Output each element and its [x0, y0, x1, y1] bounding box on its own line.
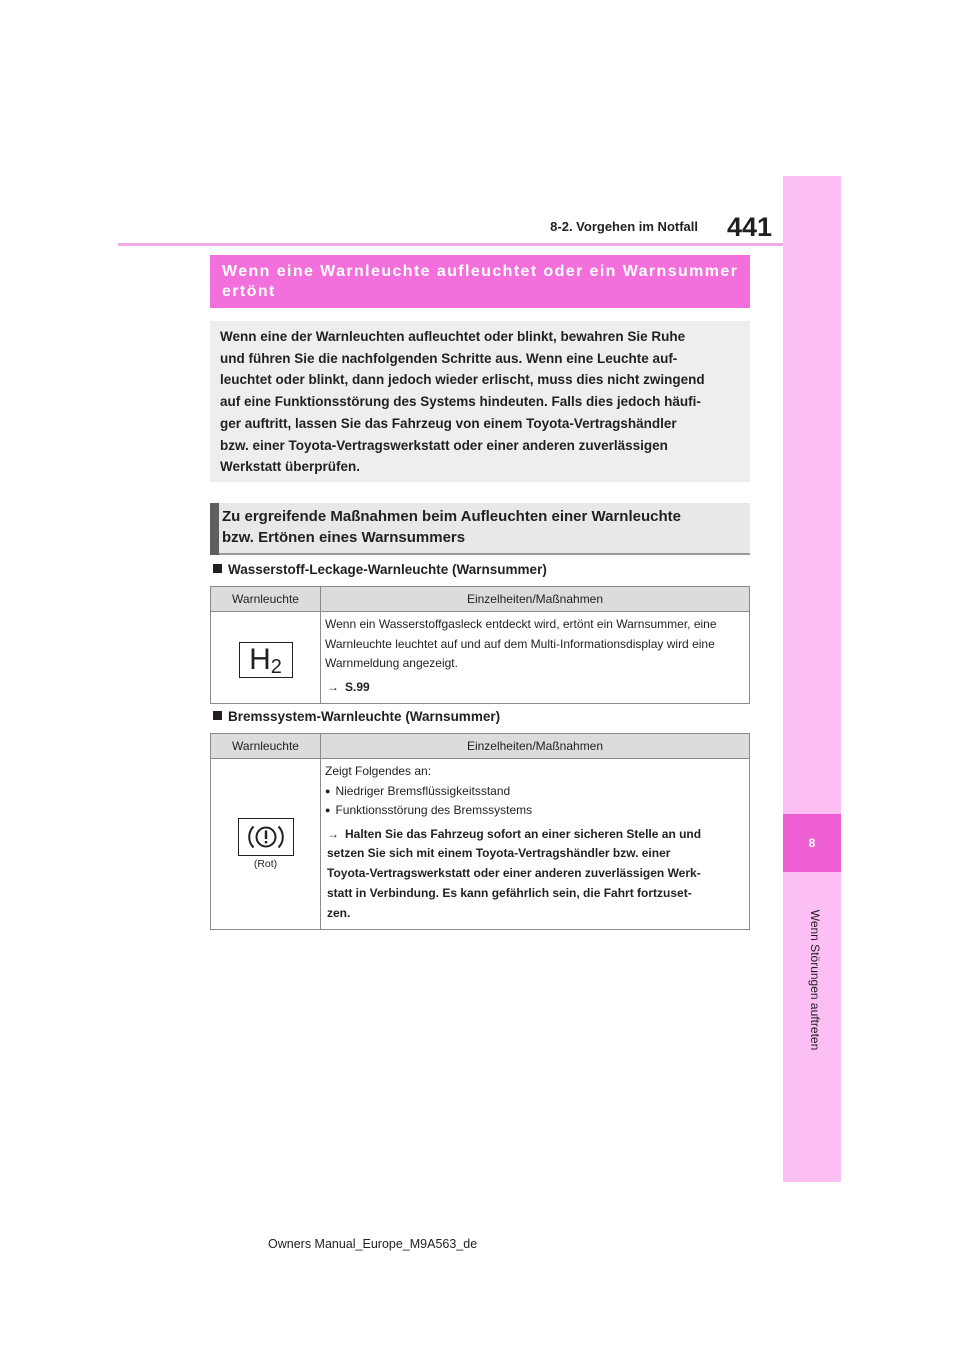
section-reference: 8-2. Vorgehen im Notfall [550, 219, 698, 234]
action-text [325, 825, 745, 924]
intro-line: Wenn eine der Warnleuchten aufleuchtet oder blinkt, bewahren Sie Ruhe [220, 329, 686, 344]
description-line: Warnmeldung angezeigt. [325, 656, 458, 670]
sub-heading-line: bzw. Ertönen eines Warnsummers [222, 529, 466, 546]
table-header-cell: Warnleuchte [211, 734, 321, 759]
sub-heading-line: Zu ergreifende Maßnahmen beim Aufleuchten einer Warnleuchte [222, 508, 681, 525]
table-header-row [211, 587, 750, 612]
action-line: statt in Verbindung. Es kann gefährlich sein, die Fahrt fortzuset- [327, 885, 692, 900]
chapter-number: 8 [808, 836, 816, 850]
page-reference [325, 678, 745, 698]
intro-text [220, 326, 742, 478]
h2-icon [239, 642, 293, 678]
action-line: zen. [327, 905, 351, 920]
h2-icon-letter: H [249, 642, 271, 676]
icon-cell [211, 759, 321, 930]
page-reference-text: S.99 [345, 679, 370, 694]
item-heading-text: Bremssystem-Warnleuchte (Warnsummer) [228, 709, 501, 724]
intro-line: auf eine Funktionsstörung des Systems hindeuten. Falls dies jedoch häufi- [220, 394, 701, 410]
description-line: Wenn ein Wasserstoffgasleck entdeckt wird, ertönt ein Warnsummer, eine [325, 617, 717, 631]
brake-warning-icon [238, 818, 294, 856]
table-header-cell: Warnleuchte [211, 587, 321, 612]
hydrogen-warning-table [210, 586, 750, 704]
chapter-title: Wenn Störungen auftreten [808, 909, 822, 1051]
item-heading-brake [213, 709, 500, 724]
page-number: 441 [726, 212, 772, 242]
item-heading-hydrogen [213, 562, 547, 577]
arrow-right-icon: → [327, 826, 339, 841]
main-title-line: ertönt [222, 283, 276, 300]
description-cell [321, 612, 750, 704]
action-line: setzen Sie sich mit einem Toyota-Vertragshändler bzw. einer [327, 846, 671, 861]
square-bullet-icon [213, 711, 222, 720]
square-bullet-icon [213, 564, 222, 573]
description-cell [321, 759, 750, 930]
arrow-right-icon: → [327, 679, 339, 694]
bullet-item: ● Funktionsstörung des Bremssystems [325, 801, 745, 821]
icon-cell [211, 612, 321, 704]
sub-heading [222, 506, 742, 548]
action-line: Toyota-Vertragswerkstatt oder einer anderen zuverlässigen Werk- [327, 866, 701, 881]
header-rule [118, 243, 783, 246]
sub-heading-bar [210, 503, 219, 555]
intro-line: und führen Sie die nachfolgenden Schritte aus. Wenn eine Leuchte auf- [220, 350, 678, 366]
action-line-text: Halten Sie das Fahrzeug sofort an einer sicheren Stelle an und [345, 826, 702, 841]
h2-icon-subscript: 2 [270, 655, 282, 678]
brake-warning-table [210, 733, 750, 930]
table-row [211, 759, 750, 930]
table-header-cell: Einzelheiten/Maßnahmen [321, 587, 750, 612]
action-line [327, 825, 745, 845]
table-row [211, 612, 750, 704]
description-line: Warnleuchte leuchtet auf und auf dem Multi-Informationsdisplay wird eine [325, 636, 715, 651]
icon-caption: (Rot) [253, 858, 278, 871]
description-line: Zeigt Folgendes an: [325, 764, 432, 778]
bullet-item: ● Niedriger Bremsflüssigkeitsstand [325, 782, 745, 802]
intro-line: leuchtet oder blinkt, dann jedoch wieder erlischt, muss dies nicht zwingend [220, 372, 705, 388]
footer-text: Owners Manual_Europe_M9A563_de [268, 1237, 478, 1251]
main-title-line: Wenn eine Warnleuchte aufleuchtet oder ein Warnsummer [222, 263, 739, 280]
intro-line: bzw. einer Toyota-Vertragswerkstatt oder einer anderen zuverlässigen [220, 437, 668, 453]
intro-line: ger auftritt, lassen Sie das Fahrzeug von einem Toyota-Vertragshändler [220, 415, 677, 431]
table-header-cell: Einzelheiten/Maßnahmen [321, 734, 750, 759]
item-heading-text: Wasserstoff-Leckage-Warnleuchte (Warnsummer) [228, 562, 547, 577]
brake-warning-icon-graphic [239, 819, 293, 855]
table-header-row [211, 734, 750, 759]
main-title [222, 262, 742, 302]
intro-line: Werkstatt überprüfen. [220, 459, 361, 475]
